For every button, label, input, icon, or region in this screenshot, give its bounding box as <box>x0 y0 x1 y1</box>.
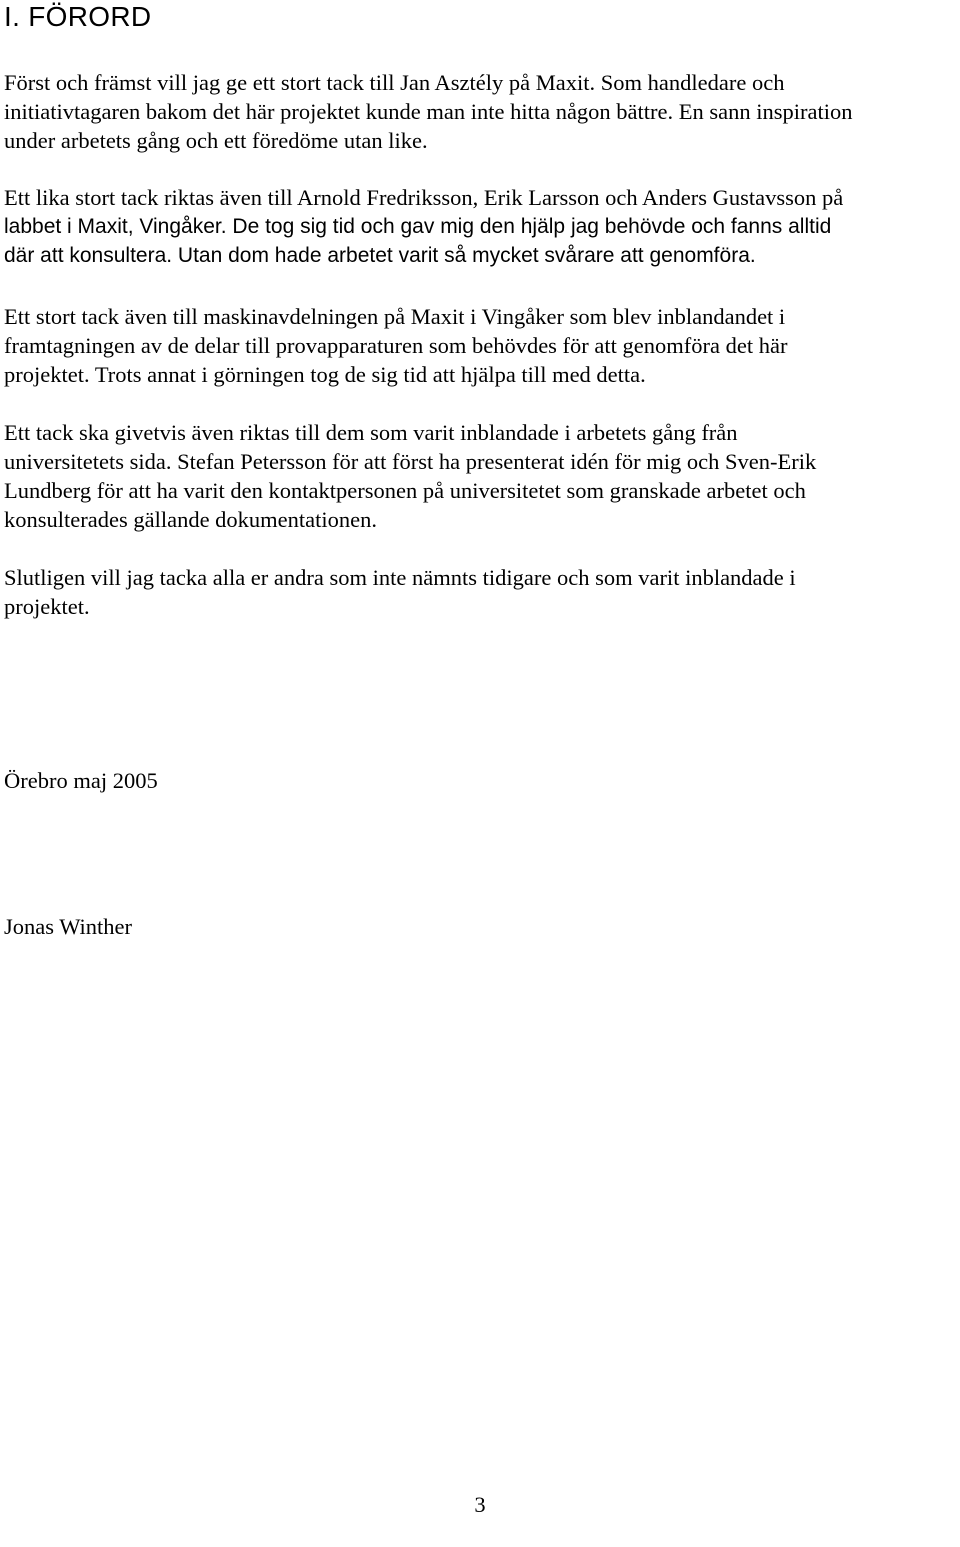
paragraph-line: Slutligen vill jag tacka alla er andra som inte nämnts tidigare och som varit inblandade i <box>4 565 796 590</box>
paragraph-line: framtagningen av de delar till provapparaturen som behövdes för att genomföra det här <box>4 333 788 358</box>
paragraph-acknowledgement-supervisor <box>4 68 956 155</box>
paragraph-line: projektet. <box>4 594 90 619</box>
paragraph-line: labbet i Maxit, Vingåker. De tog sig tid och gav mig den hjälp jag behövde och fanns alltid <box>4 215 832 238</box>
paragraph-acknowledgement-machine-department <box>4 302 956 389</box>
place-and-date: Örebro maj 2005 <box>4 768 158 793</box>
paragraph-line: under arbetets gång och ett föredöme utan like. <box>4 128 428 153</box>
author-name: Jonas Winther <box>4 914 133 939</box>
paragraph-acknowledgement-others <box>4 563 956 621</box>
paragraph-line: Lundberg för att ha varit den kontaktpersonen på universitetet som granskade arbetet och <box>4 478 806 503</box>
paragraph-line: Ett stort tack även till maskinavdelningen på Maxit i Vingåker som blev inblandandet i <box>4 304 786 329</box>
paragraph-line: Först och främst vill jag ge ett stort tack till Jan Asztély på Maxit. Som handledare och <box>4 70 785 95</box>
paragraph-acknowledgement-lab <box>4 183 956 270</box>
paragraph-line: Ett lika stort tack riktas även till Arnold Fredriksson, Erik Larsson och Anders Gustavsson på <box>4 185 844 210</box>
paragraph-line: konsulterades gällande dokumentationen. <box>4 507 378 532</box>
paragraph-line: initiativtagaren bakom det här projektet kunde man inte hitta någon bättre. En sann inspiration <box>4 99 853 124</box>
paragraph-line: universitetets sida. Stefan Petersson för att först ha presenterat idén för mig och Sven-Erik <box>4 449 817 474</box>
paragraph-line: Ett tack ska givetvis även riktas till dem som varit inblandade i arbetets gång från <box>4 420 738 445</box>
paragraph-line: där att konsultera. Utan dom hade arbetet varit så mycket svårare att genomföra. <box>4 244 756 267</box>
paragraph-line: projektet. Trots annat i görningen tog de sig tid att hjälpa till med detta. <box>4 362 646 387</box>
page-number: 3 <box>474 1492 486 1517</box>
paragraph-acknowledgement-university <box>4 418 956 534</box>
section-heading: I. FÖRORD <box>4 1 152 32</box>
